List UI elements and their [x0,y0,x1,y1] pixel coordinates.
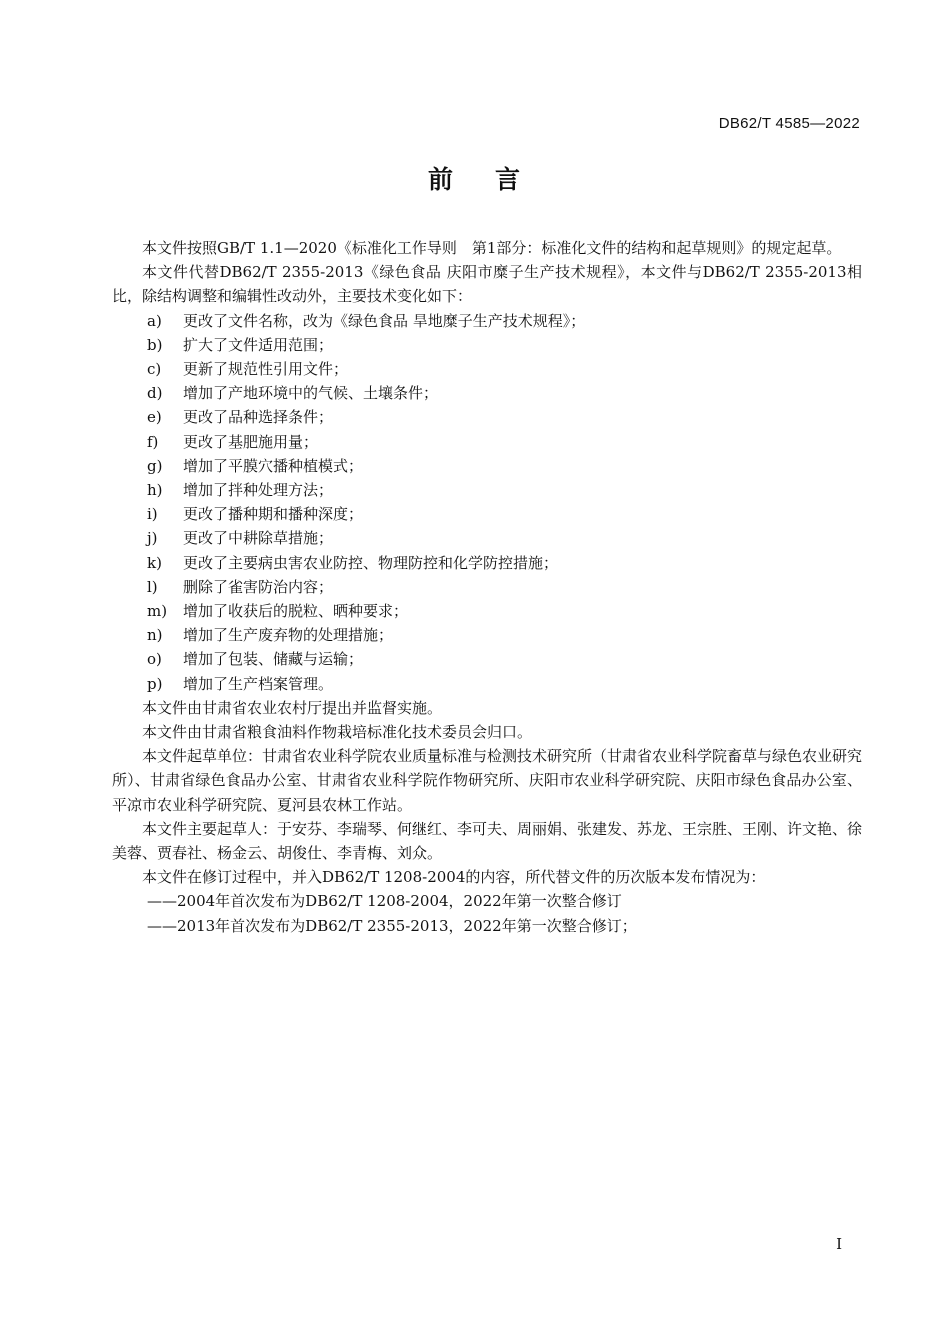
list-item-text: 增加了生产废弃物的处理措施； [183,626,394,645]
list-item-text: 更改了主要病虫害农业防控、物理防控和化学防控措施； [183,553,559,572]
list-item-text: 更改了播种期和播种深度； [183,505,364,524]
list-item-text: 更改了品种选择条件； [183,408,334,427]
list-marker: b) [147,335,163,354]
list-item-text: 增加了收获后的脱粒、晒种要求； [183,602,409,621]
list-marker: l) [147,577,158,596]
list-item [112,405,862,429]
list-item [112,381,862,405]
list-item [112,575,862,599]
list-item [112,454,862,478]
list-item-text: 增加了生产档案管理。 [183,674,334,693]
list-marker: e) [147,408,162,427]
list-marker: g) [147,456,163,475]
list-item-text: 更改了中耕除草措施； [183,529,334,548]
page-number: I [836,1235,842,1253]
list-marker: i) [147,505,158,524]
list-marker: d) [147,384,163,403]
title-char-2: 言 [495,165,523,194]
list-item [112,333,862,357]
history-item: ——2004年首次发布为DB62/T 1208-2004，2022年第一次整合修订 [147,892,622,911]
page-title [0,160,950,196]
list-marker: k) [147,553,162,572]
list-marker: h) [147,481,163,500]
list-item [112,502,862,526]
list-item [112,551,862,575]
list-item [112,357,862,381]
list-marker: m) [147,602,168,621]
list-item-text: 增加了拌种处理方法； [183,481,334,500]
paragraph-revision: 本文件在修订过程中，并入DB62/T 1208-2004的内容，所代替文件的历次版本发布情况为： [142,868,766,887]
list-item-text: 更改了文件名称，改为《绿色食品 旱地糜子生产技术规程》； [183,311,586,330]
paragraph-drafters: 本文件主要起草人：于安芬、李瑞琴、何继红、李可夫、周丽娟、张建发、苏龙、王宗胜、王刚、许文艳、徐美蓉、贾春社、杨金云、胡俊仕、李青梅、刘众。 [112,819,863,863]
list-item-text: 扩大了文件适用范围； [183,335,334,354]
list-item-text: 删除了雀害防治内容； [183,577,334,596]
paragraph-drafting-rules: 本文件按照GB/T 1.1—2020《标准化工作导则 第1部分：标准化文件的结构和起草规则》的规定起草。 [142,239,842,257]
list-marker: p) [147,674,163,693]
list-marker: j) [147,529,158,548]
title-char-1: 前 [427,165,455,194]
paragraph-proposer: 本文件由甘肃省农业农村厅提出并监督实施。 [142,698,443,717]
list-item-text: 增加了包装、储藏与运输； [183,650,364,669]
list-item [112,309,862,333]
document-body [112,236,862,938]
list-item [112,430,862,454]
document-code: DB62/T 4585—2022 [718,115,860,132]
list-item [112,478,862,502]
list-item [112,672,862,696]
list-item-text: 更改了基肥施用量； [183,432,319,451]
list-item [112,526,862,550]
list-item [112,623,862,647]
list-item-text: 增加了平膜穴播种植模式； [183,456,364,475]
history-item: ——2013年首次发布为DB62/T 2355-2013，2022年第一次整合修订； [147,916,637,935]
paragraph-drafting-units: 本文件起草单位：甘肃省农业科学院农业质量标准与检测技术研究所（甘肃省农业科学院畜草与绿色农业研究所）、甘肃省绿色食品办公室、甘肃省农业科学院作物研究所、庆阳市农业科学研究院、庆阳市绿色食品办公室、平凉市农业科学研究院、夏河县农林工作站。 [112,747,863,814]
list-marker: a) [147,311,162,330]
list-item [112,647,862,671]
paragraph-centralized: 本文件由甘肃省粮食油料作物栽培标准化技术委员会归口。 [142,723,533,742]
paragraph-replacement: 本文件代替DB62/T 2355-2013《绿色食品 庆阳市糜子生产技术规程》，本文件与DB62/T 2355-2013相比，除结构调整和编辑性改动外，主要技术变化如下： [112,263,862,306]
list-marker: n) [147,626,163,645]
list-item-text: 更新了规范性引用文件； [183,360,349,379]
changes-list [112,309,862,696]
list-marker: f) [147,432,159,451]
list-item-text: 增加了产地环境中的气候、土壤条件； [183,384,439,403]
list-marker: o) [147,650,162,669]
list-marker: c) [147,360,162,379]
list-item [112,599,862,623]
